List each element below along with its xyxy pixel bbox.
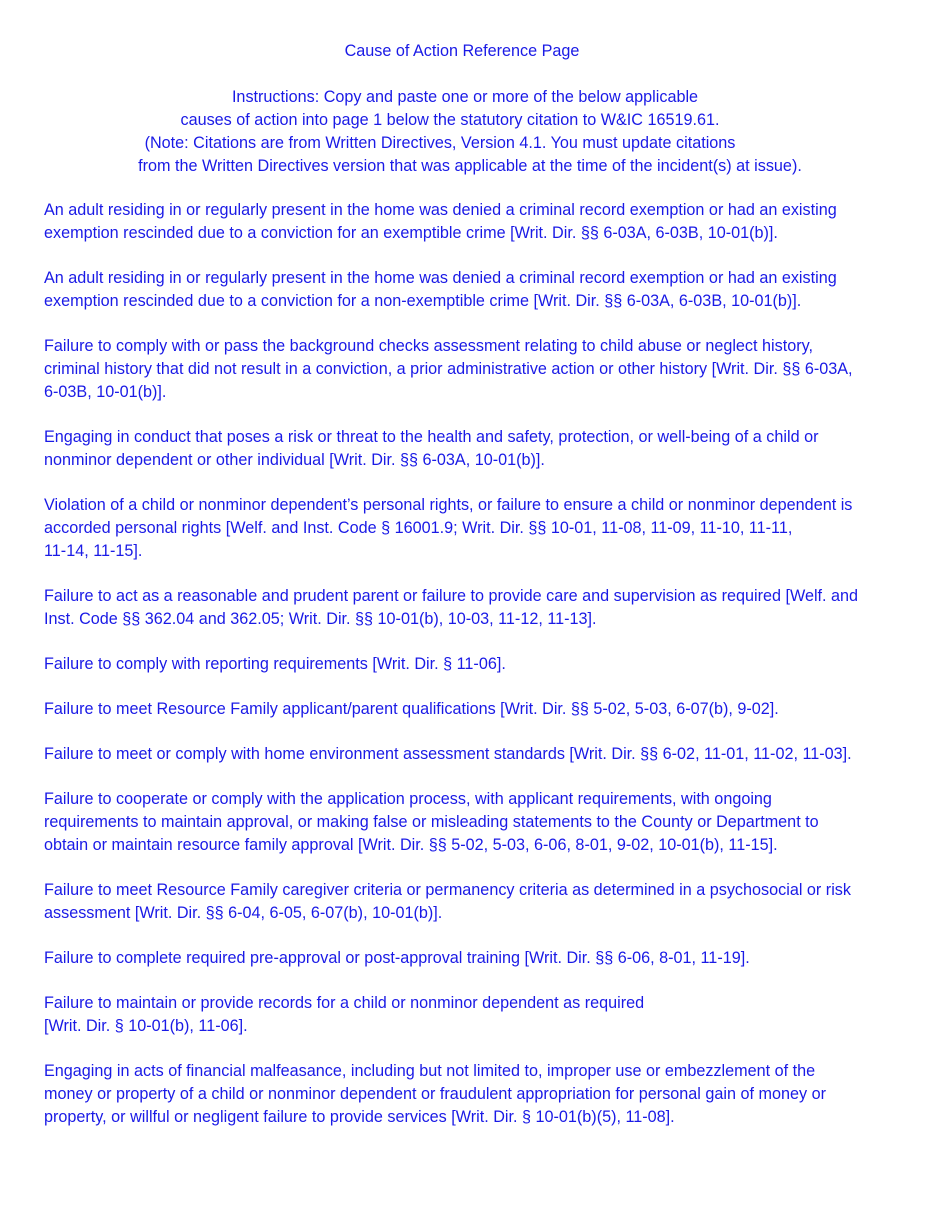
instructions-line: causes of action into page 1 below the statutory citation to W&IC 16519.61. (180, 111, 720, 129)
cause-text-line: Failure to meet Resource Family applicant/parent qualifications [Writ. Dir. §§ 5-02, 5-03, 6-07(b), 9-02]. (44, 700, 779, 718)
cause-text-line: accorded personal rights [Welf. and Inst. Code § 16001.9; Writ. Dir. §§ 10-01, 11-08, 11-09, 11-10, 11-11, (44, 519, 793, 537)
cause-text-line: Failure to meet or comply with home environment assessment standards [Writ. Dir. §§ 6-02, 11-01, 11-02, 11-03]. (44, 745, 852, 763)
cause-of-action-item (44, 992, 914, 1038)
cause-of-action-item (44, 199, 914, 245)
instructions-block (0, 86, 940, 178)
cause-text-line: Engaging in conduct that poses a risk or threat to the health and safety, protection, or well-being of a child or (44, 428, 819, 446)
cause-of-action-item (44, 426, 914, 472)
cause-of-action-item (44, 335, 914, 404)
cause-text-line: An adult residing in or regularly present in the home was denied a criminal record exemption or had an existing (44, 269, 837, 287)
cause-text-line: Inst. Code §§ 362.04 and 362.05; Writ. Dir. §§ 10-01(b), 10-03, 11-12, 11-13]. (44, 610, 597, 628)
cause-text-line: An adult residing in or regularly present in the home was denied a criminal record exemption or had an existing (44, 201, 837, 219)
cause-text-line: Violation of a child or nonminor dependent’s personal rights, or failure to ensure a child or nonminor dependent is (44, 496, 853, 514)
cause-text-line: Failure to meet Resource Family caregiver criteria or permanency criteria as determined in a psychosocial or risk (44, 881, 851, 899)
cause-text-line: Failure to cooperate or comply with the application process, with applicant requirements, with ongoing (44, 790, 772, 808)
cause-of-action-item (44, 879, 914, 925)
cause-text-line: [Writ. Dir. § 10-01(b), 11-06]. (44, 1017, 248, 1035)
cause-of-action-item (44, 743, 914, 766)
cause-text-line: obtain or maintain resource family approval [Writ. Dir. §§ 5-02, 5-03, 6-06, 8-01, 9-02, 10-01(b), 11-15]. (44, 836, 778, 854)
cause-of-action-item (44, 585, 914, 631)
cause-of-action-item (44, 788, 914, 857)
cause-text-line: Failure to complete required pre-approval or post-approval training [Writ. Dir. §§ 6-06, 8-01, 11-19]. (44, 949, 750, 967)
cause-text-line: Failure to comply with reporting requirements [Writ. Dir. § 11-06]. (44, 655, 506, 673)
cause-of-action-item (44, 653, 914, 676)
cause-text-line: exemption rescinded due to a conviction for a non-exemptible crime [Writ. Dir. §§ 6-03A, 6-03B, 10-01(b)]. (44, 292, 802, 310)
cause-text-line: requirements to maintain approval, or making false or misleading statements to the County or Department to (44, 813, 819, 831)
cause-of-action-item (44, 494, 914, 563)
cause-text-line: 6-03B, 10-01(b)]. (44, 383, 167, 401)
cause-text-line: exemption rescinded due to a conviction for an exemptible crime [Writ. Dir. §§ 6-03A, 6-03B, 10-01(b)]. (44, 224, 778, 242)
cause-text-line: 11-14, 11-15]. (44, 542, 143, 560)
cause-text-line: nonminor dependent or other individual [Writ. Dir. §§ 6-03A, 10-01(b)]. (44, 451, 545, 469)
cause-text-line: assessment [Writ. Dir. §§ 6-04, 6-05, 6-07(b), 10-01(b)]. (44, 904, 443, 922)
instructions-line: (Note: Citations are from Written Directives, Version 4.1. You must update citations (144, 134, 736, 152)
page-title: Cause of Action Reference Page (344, 42, 580, 60)
instructions-line: from the Written Directives version that was applicable at the time of the incident(s) at issue). (138, 157, 802, 175)
cause-text-line: Engaging in acts of financial malfeasance, including but not limited to, improper use or embezzlement of the (44, 1062, 816, 1080)
cause-text-line: property, or willful or negligent failure to provide services [Writ. Dir. § 10-01(b)(5), 11-08]. (44, 1108, 675, 1126)
cause-of-action-item (44, 947, 914, 970)
cause-of-action-item (44, 698, 914, 721)
cause-text-line: Failure to act as a reasonable and prudent parent or failure to provide care and supervision as required [Welf. and (44, 587, 859, 605)
cause-of-action-list (44, 199, 914, 1151)
cause-text-line: Failure to comply with or pass the background checks assessment relating to child abuse or neglect history, (44, 337, 813, 355)
cause-text-line: criminal history that did not result in a conviction, a prior administrative action or other history [Writ. Dir. §§ 6-03A, (44, 360, 853, 378)
cause-of-action-item (44, 1060, 914, 1129)
cause-text-line: money or property of a child or nonminor dependent or fraudulent appropriation for personal gain of money or (44, 1085, 826, 1103)
instructions-line: Instructions: Copy and paste one or more of the below applicable (231, 88, 699, 106)
cause-of-action-item (44, 267, 914, 313)
cause-text-line: Failure to maintain or provide records for a child or nonminor dependent as required (44, 994, 645, 1012)
